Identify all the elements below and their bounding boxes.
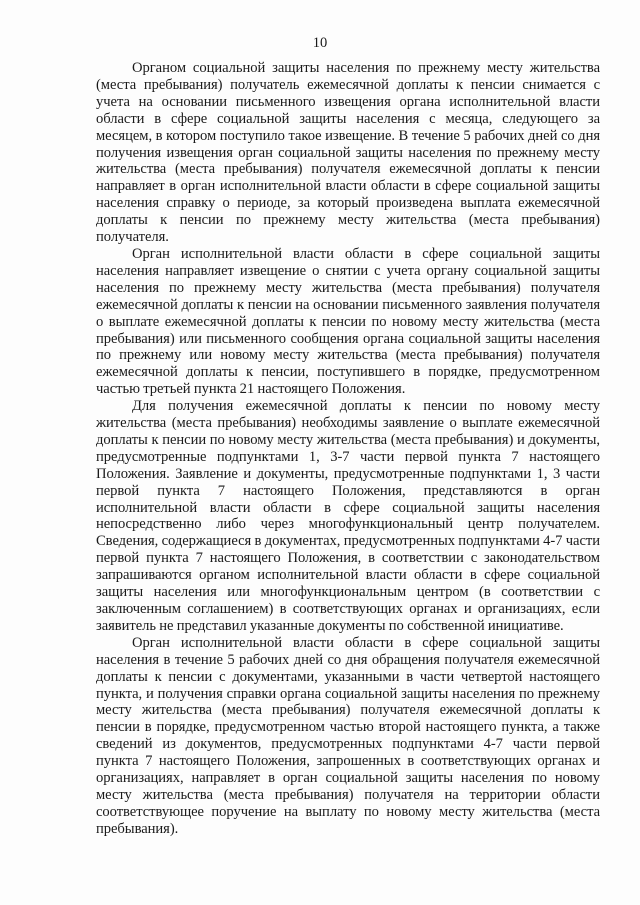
document-body [96,60,600,838]
paragraph-3: Для получения ежемесячной доплаты к пенсии по новому месту жительства (места пребывания) необходимы заявление о выплате ежемесячной доплаты к пенсии по новому месту жительства (места пребывания) и документы, предусмотренные подпунктами 1, 3-7 части первой пункта 7 настоящего Положения. Заявление и документы, предусмотренные подпунктами 1, 3 части первой пункта 7 настоящего Положения, представляются в орган исполнительной власти области в сфере социальной защиты населения непосредственно либо через многофункциональный центр получателем. Сведения, содержащиеся в документах, предусмотренных подпунктами 4-7 части первой пункта 7 настоящего Положения, в соответствии с законодательством запрашиваются органом исполнительной власти области в сфере социальной защиты населения или многофункциональным центром (в соответствии с заключенным соглашением) в соответствующих органах и организациях, если заявитель не представил указанные документы по собственной инициативе. [96,398,600,634]
paragraph-4: Орган исполнительной власти области в сфере социальной защиты населения в течение 5 рабочих дней со дня обращения получателя ежемесячной доплаты к пенсии с документами, указанными в части четвертой настоящего пункта, и получения справки органа социальной защиты населения по прежнему месту жительства (места пребывания) получателя ежемесячной доплаты к пенсии в порядке, предусмотренном частью второй настоящего пункта, а также сведений из документов, предусмотренных подпунктами 4-7 части первой пункта 7 настоящего Положения, запрошенных в соответствующих органах и организациях, направляет в орган социальной защиты населения по новому месту жительства (места пребывания) получателя на территории области соответствующее поручение на выплату по новому месту жительства (места пребывания). [96,634,600,837]
page-number: 10 [312,35,328,51]
paragraph-1: Органом социальной защиты населения по прежнему месту жительства (места пребывания) получатель ежемесячной доплаты к пенсии снимается с учета на основании письменного извещения органа исполнительной власти области в сфере социальной защиты населения с месяца, следующего за месяцем, в котором поступило такое извещение. В течение 5 рабочих дней со дня получения извещения орган социальной защиты населения по прежнему месту жительства (места пребывания) получателя ежемесячной доплаты к пенсии направляет в орган исполнительной власти области в сфере социальной защиты населения справку о периоде, за который произведена выплата ежемесячной доплаты к пенсии по прежнему месту жительства (места пребывания) получателя. [96,60,600,246]
paragraph-2: Орган исполнительной власти области в сфере социальной защиты населения направляет извещение о снятии с учета органу социальной защиты населения по прежнему месту жительства (места пребывания) получателя ежемесячной доплаты к пенсии на основании письменного заявления получателя о выплате ежемесячной доплаты к пенсии по новому месту жительства (места пребывания) или письменного сообщения органа социальной защиты населения по прежнему или новому месту жительства (места пребывания) получателя ежемесячной доплаты к пенсии, поступившего в порядке, предусмотренном частью третьей пункта 21 настоящего Положения. [96,245,600,398]
